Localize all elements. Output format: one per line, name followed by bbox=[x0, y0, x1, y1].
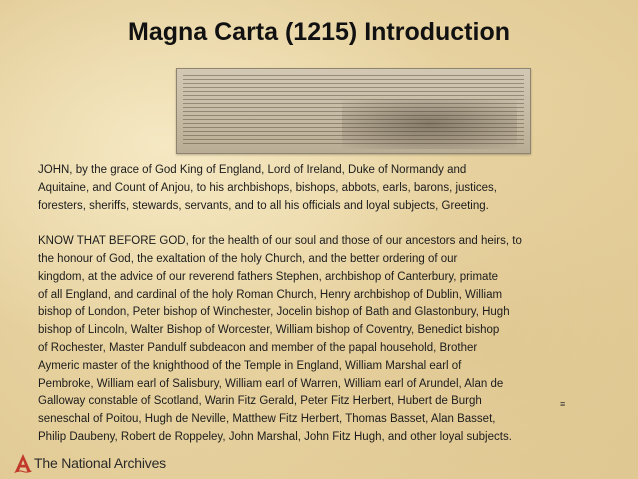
charter-preamble-paragraph: KNOW THAT BEFORE GOD, for the health of our soul and those of our ancestors and heirs, to the honour of God, the exaltation of the holy Church, and the better ordering of our kingdom, at the advice of our reverend fathers Stephen, archbishop of Canterbury, primate of all England, and cardinal of the holy Roman Church, Henry archbishop of Dublin, William bishop of London, Peter bishop of Winchester, Jocelin bishop of Bath and Glastonbury, Hugh bishop of Lincoln, Walter Bishop of Worcester, William bishop of Coventry, Benedict bishop of Rochester, Master Pandulf subdeacon and member of the papal household, Brother Aymeric master of the knighthood of the Temple in England, William Marshal earl of Pembroke, William earl of Salisbury, William earl of Warren, William earl of Arundel, Alan de Galloway constable of Scotland, Warin Fitz Gerald, Peter Fitz Herbert, Hubert de Burgh seneschal of Poitou, Hugh de Neville, Matthew Fitz Herbert, Thomas Basset, Alan Basset, Philip Daubeny, Robert de Roppeley, John Marshal, John Fitz Hugh, and other loyal subjects. bbox=[38, 235, 522, 443]
national-archives-logo bbox=[14, 452, 166, 474]
national-archives-a-icon bbox=[14, 453, 32, 473]
manuscript-worn-area bbox=[342, 99, 517, 149]
charter-text bbox=[38, 162, 598, 465]
slide-title: Magna Carta (1215) Introduction bbox=[128, 18, 510, 46]
charter-greeting-paragraph: JOHN, by the grace of God King of England, Lord of Ireland, Duke of Normandy and Aquitaine, and Count of Anjou, to his archbishops, bishops, abbots, earls, barons, justices, foresters, sheriffs, stewards, servants, and to all his officials and loyal subjects, Greeting. bbox=[38, 164, 498, 212]
slide-marker-icon: ≡ bbox=[560, 399, 566, 409]
logo-text: The National Archives bbox=[34, 455, 166, 471]
magna-carta-manuscript-image bbox=[176, 68, 531, 154]
